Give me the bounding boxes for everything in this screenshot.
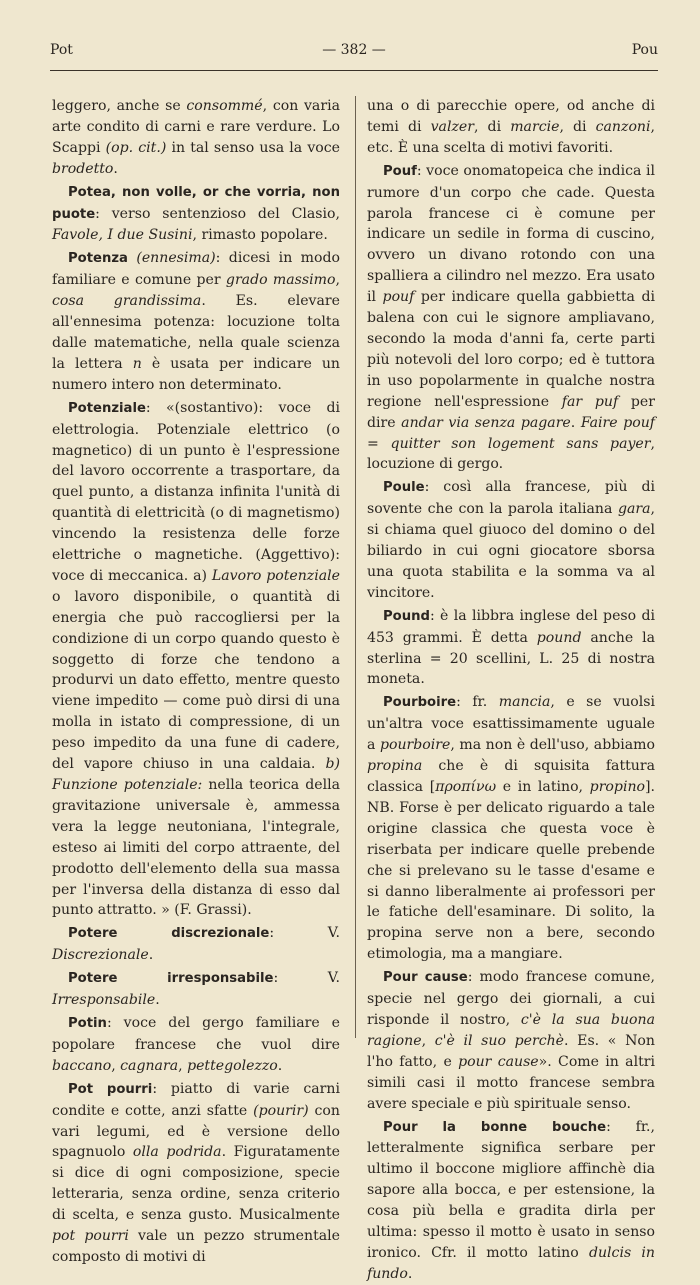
dictionary-entry — [52, 923, 340, 966]
body-text: : modo francese comune, specie nel gergo dei giornali, a cui risponde il nostro, — [367, 969, 655, 1028]
entry-headword: Potenziale — [68, 400, 146, 416]
body-text: . Es. elevare all'ennesima potenza: locuzione tolta dalle matematiche, nella quale scienza la lettera — [52, 293, 340, 372]
italic-text: baccano — [52, 1057, 112, 1074]
italic-text: cagnara — [120, 1057, 179, 1074]
body-text: , rimasto popolare. — [192, 227, 328, 244]
body-text: , — [111, 1057, 121, 1074]
body-text: , ma non è dell'uso, abbiamo — [450, 737, 655, 754]
body-text: , di — [559, 118, 596, 135]
body-text: leggero, anche se — [52, 98, 187, 114]
dictionary-entry — [367, 1117, 655, 1285]
body-text: , etc. È una scelta di motivi favoriti. — [367, 118, 655, 156]
italic-text: propino — [589, 779, 646, 795]
entry-headword: Pound — [383, 608, 430, 624]
entry-headword: Pouf — [383, 163, 417, 179]
italic-text: propina — [367, 758, 423, 775]
page-number: — 382 — — [322, 42, 386, 58]
body-text: ». Come in altri simili casi il motto francese sembra avere speciale e più spirituale senso. — [367, 1053, 655, 1112]
body-text: vale un pezzo strumentale composto di motivi di — [52, 1228, 340, 1265]
italic-text: c'è la sua buona ragione — [367, 1011, 655, 1049]
body-text: . — [113, 160, 118, 177]
header-left-guide-word: Pot — [50, 42, 73, 58]
dictionary-entry — [367, 161, 655, 476]
italic-text: pouf — [382, 289, 415, 306]
body-text: , e se vuolsi un'altra voce esattissimamente uguale a — [367, 694, 656, 754]
body-text: , con varia arte condito di carni e rare verdure. Lo Scappi — [52, 98, 340, 156]
italic-text: pot pourri — [52, 1228, 129, 1245]
entry-headword: Potin — [68, 1015, 107, 1031]
body-text: : «(sostantivo): voce di elettrologia. Potenziale elettrico (o magnetico) di un punto è l'espressione del lavoro occorrente a trasportare, da quel punto, a distanza infinita l'unità di quantità di elettricità (o di magnetismo) vincendo la resistenza delle forze elettriche o magnetiche. (Aggettivo): voce di meccanica. a) — [52, 399, 340, 584]
italic-text: dulcis in fundo — [367, 1244, 655, 1282]
italic-text: andar via senza pagare — [401, 414, 571, 431]
italic-text: pour cause — [458, 1053, 539, 1070]
dictionary-entry — [52, 248, 340, 395]
dictionary-entry — [52, 968, 340, 1011]
body-text: per dire — [367, 393, 655, 431]
entry-headword: Pour cause — [383, 970, 468, 986]
continued-text — [367, 96, 655, 159]
body-text: : piatto di varie carni condite e cotte, anzi sfatte — [52, 1080, 340, 1119]
dictionary-entry — [367, 477, 655, 603]
dictionary-entry — [52, 1013, 340, 1077]
entry-headword: Potere irresponsabile — [68, 971, 274, 987]
entry-headword: Potenza — [68, 251, 128, 267]
entry-headword: Pourboire — [383, 695, 457, 711]
body-text: : voce onomatopeica che indica il rumore d'un corpo che cade. Questa parola francese ci è comune per indicare un sedile in forma di cuscino, ovvero un divano rotondo con una spalliera a cilindro nel mezzo. Era usato il — [367, 162, 655, 306]
body-text: , si chiama quel giuoco del domino o del biliardo in cui ogni giocatore sborsa una quota stabilita e la somma va al vincitore. — [367, 501, 655, 601]
entry-headword: Pour la bonne bouche — [383, 1119, 607, 1135]
italic-text: pettegolezzo — [187, 1057, 278, 1074]
body-text: nella teorica della gravitazione universale è, ammessa vera la legge neutoniana, l'integrale, esteso ai limiti del corpo attraente, del prodotto dell'elemento della sua massa per l'inversa della distanza di esso dal punto attratto. » (F. Grassi). — [52, 777, 340, 919]
italic-text: consommé — [186, 98, 263, 114]
italic-text: c'è il suo perchè — [434, 1032, 565, 1049]
body-text: . Figuratamente si dice di ogni composizione, specie letteraria, senza ordine, senza criterio di scelta, e senza gusto. Musicalmente — [52, 1144, 340, 1224]
body-text: : dicesi in modo familiare e comune per — [52, 250, 341, 289]
italic-text: Faire pouf = quitter son logement sans payer — [367, 414, 655, 452]
dictionary-entry — [367, 606, 655, 691]
italic-text: Discrezionale — [52, 947, 149, 964]
body-text: , locuzione di gergo. — [367, 435, 655, 473]
body-text: è usata per indicare un numero intero non determinato. — [52, 355, 341, 393]
italic-text: προπίνω — [435, 779, 497, 795]
entry-headword: Potea, non volle, or che vorria, non puote — [52, 184, 340, 222]
body-text: : è la libbra inglese del peso di 453 grammi. È detta — [367, 607, 655, 646]
body-text: una o di parecchie opere, od anche di temi di — [367, 98, 655, 135]
italic-text: grado massimo — [225, 272, 336, 289]
body-text: e in latino, — [496, 779, 590, 795]
dictionary-entry — [52, 1079, 340, 1268]
body-text: ]. NB. Forse è per delicato riguardo a tale origine classica che questa voce è riserbata per indicare quelle prebende che si prelevano su le tasse d'esame e si danno liberalmente ai professori per le fatiche dell'esaminare. Di solito, la propina serve non a bere, secondo etimologia, ma a mangiare. — [367, 779, 655, 963]
italic-text: b) Funzione potenziale: — [52, 756, 340, 793]
italic-text: Favole, I due Susini — [52, 227, 193, 244]
header-right-guide-word: Pou — [631, 42, 658, 58]
italic-text: (pourir) — [253, 1102, 309, 1119]
body-text: , — [335, 272, 340, 289]
body-text: in tal senso usa la voce — [166, 139, 340, 156]
italic-text: pourboire — [379, 737, 451, 754]
dictionary-entry — [367, 967, 655, 1114]
body-text: che è di squisita fattura classica [ — [367, 758, 655, 795]
continued-text — [52, 96, 340, 180]
body-text: . — [407, 1265, 413, 1282]
body-text: . — [277, 1057, 283, 1074]
italic-text: Lavoro potenziale — [211, 567, 340, 584]
left-column — [52, 96, 340, 1268]
dictionary-entry — [52, 398, 340, 922]
italic-text: gara — [617, 501, 651, 518]
body-text: , — [421, 1032, 435, 1049]
column-divider — [355, 96, 356, 1038]
running-header — [50, 42, 658, 72]
body-text: : così alla francese, più di sovente che con la parola italiana — [367, 479, 655, 518]
header-rule — [50, 70, 658, 71]
body-text: . — [570, 414, 581, 431]
right-column — [367, 96, 655, 1285]
italic-text: canzoni — [595, 118, 651, 135]
entry-headword: Pot pourri — [68, 1081, 153, 1097]
italic-text: pound — [536, 629, 582, 646]
italic-text: far puf — [561, 393, 619, 410]
dictionary-entry — [367, 692, 655, 965]
body-text: per indicare quella gabbietta di balena con cui le signore ampliavano, secondo la moda d'anni fa, certe parti più notevoli del loro corpo; ed è tuttora in uso popolarmente in qualche nostra regione nell'espressione — [367, 289, 656, 410]
italic-text: (ennesima) — [136, 250, 216, 267]
body-text: . — [155, 992, 160, 1009]
body-text: . Es. « Non l'ho fatto, e — [367, 1032, 655, 1070]
body-text: : V. — [269, 925, 340, 942]
body-text: : voce del gergo familiare e popolare francese che vuol dire — [52, 1014, 340, 1053]
italic-text: (op. cit.) — [105, 139, 167, 156]
italic-text: cosa grandissima — [52, 293, 202, 310]
body-text: : fr., letteralmente significa serbare per ultimo il boccone migliore affinchè dia sapore alla bocca, e per estensione, la cosa più bella e gradita dirla per ultima: spesso il motto è usato in senso ironico. Cfr. il motto latino — [367, 1118, 656, 1261]
body-text: : verso sentenzioso del Clasio, — [95, 205, 340, 222]
italic-text: marcie — [510, 118, 560, 135]
body-text: anche la sterlina = 20 scellini, L. 25 di nostra moneta. — [367, 629, 655, 688]
italic-text: brodetto — [52, 160, 114, 177]
italic-text: mancia — [498, 694, 551, 711]
body-text: o lavoro disponibile, o quantità di energia che può raccogliersi per la condizione di un corpo quando questo è soggetto di forze che tendono a produrvi un dato effetto, mentre questo viene impedito — come può dirsi di una molla in istato di compressione, di un peso impedito da una fune di cadere, del vapore chiuso in una caldaia. — [52, 588, 340, 773]
italic-text: Irresponsabile — [52, 992, 156, 1009]
body-text: : fr. — [456, 694, 499, 711]
dictionary-entry — [52, 182, 340, 247]
body-text: con vari legumi, ed è versione dello spagnuolo — [52, 1102, 340, 1161]
body-text: . — [148, 947, 154, 964]
body-text: , — [178, 1057, 188, 1074]
italic-text: valzer — [430, 118, 474, 135]
entry-headword: Poule — [383, 480, 425, 496]
body-text: : V. — [273, 970, 340, 987]
body-text: , di — [473, 118, 511, 135]
entry-headword: Potere discrezionale — [68, 926, 270, 942]
italic-text: n — [132, 355, 142, 372]
italic-text: olla podrida — [132, 1144, 222, 1161]
